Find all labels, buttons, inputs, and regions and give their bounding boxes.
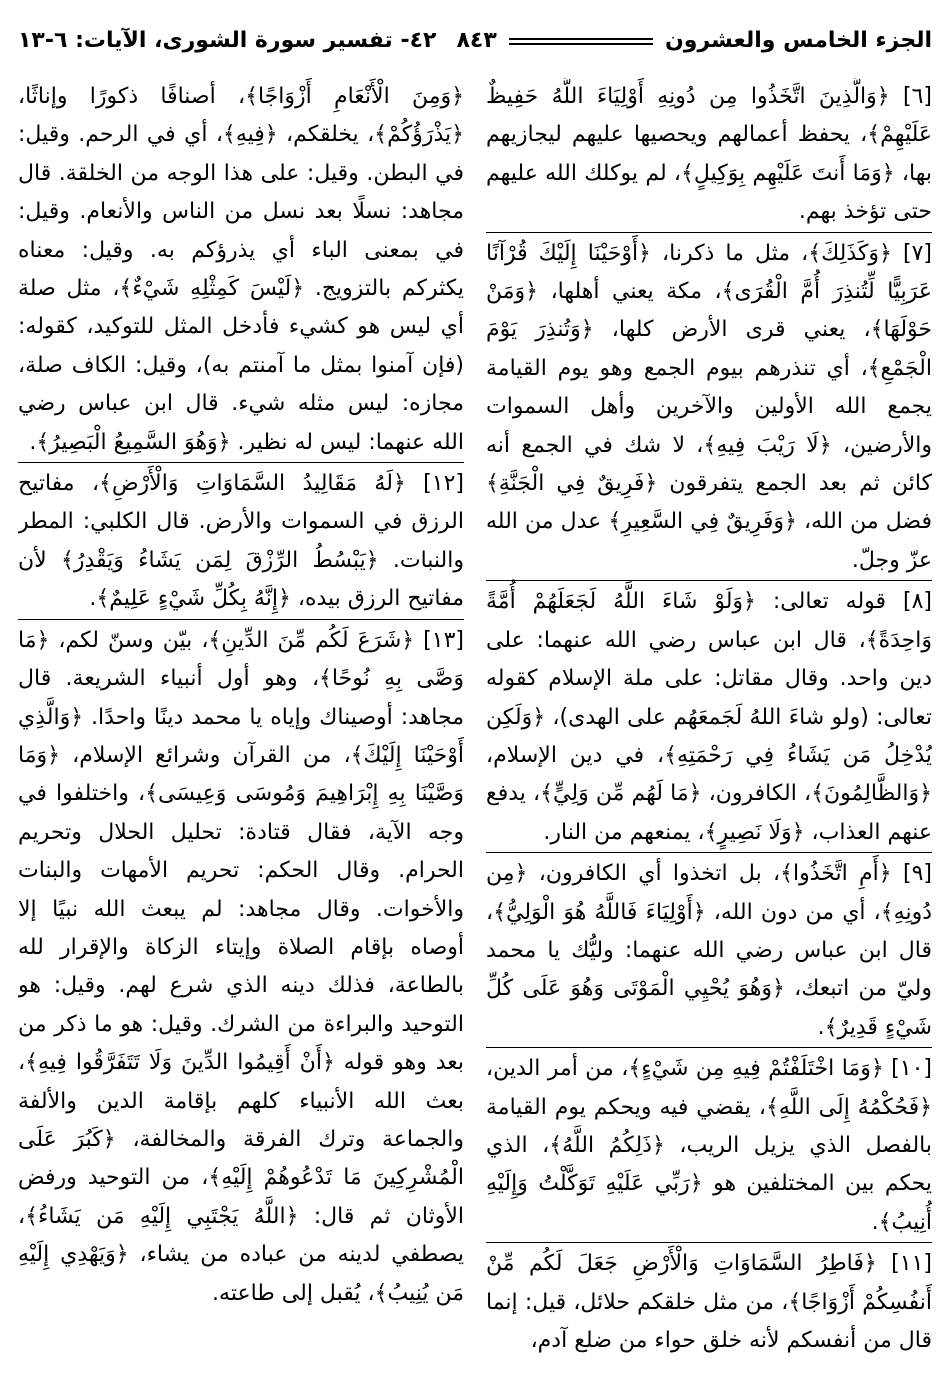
surah-title: ٤٢- تفسير سورة الشورى، الآيات: ٦-١٣ [18,28,437,53]
paragraph-verse-12: [١٢] ﴿لَهُ مَقَالِيدُ السَّمَاوَاتِ وَالْأَرْضِ﴾، مفاتيح الرزق في السموات والأرض. قال الكلبي: المطر والنبات. ﴿يَبْسُطُ الرِّزْقَ لِمَن يَشَاءُ وَيَقْدِرُ﴾ لأن مفاتيح الرزق بيده، ﴿إِنَّهُ بِكُلِّ شَيْءٍ عَلِيمٌ﴾. [18,462,464,619]
paragraph-verse-10: [١٠] ﴿وَمَا اخْتَلَفْتُمْ فِيهِ مِن شَيْءٍ﴾، من أمر الدين، ﴿فَحُكْمُهُ إِلَى اللَّهِ﴾، يقضي فيه ويحكم يوم القيامة بالفصل الذي يزيل الريب، ﴿ذَلِكُمُ اللَّهُ﴾، الذي يحكم بين المختلفين هو ﴿رَبِّي عَلَيْهِ تَوَكَّلْتُ وَإِلَيْهِ أُنِيبُ﴾. [486,1047,932,1242]
left-column [18,78,464,1368]
text-columns [18,78,932,1368]
paragraph-verse-11-continued: ﴿وَمِنَ الْأَنْعَامِ أَزْوَاجًا﴾، أصنافًا ذكورًا وإناثًا، ﴿يَذْرَؤُكُمْ﴾، يخلقكم، ﴿فِيهِ﴾، أي في الرحم. وقيل: في البطن. وقيل: على هذا الوجه من الخلقة. قال مجاهد: نسلًا بعد نسل من الناس والأنعام. وقيل: في بمعنى الباء أي يذرؤكم به. وقيل: معناه يكثركم بالتزويج. ﴿لَيْسَ كَمِثْلِهِ شَيْءٌ﴾، مثل صلة أي ليس هو كشيء فأدخل المثل للتوكيد، كقوله: (فإن آمنوا بمثل ما آمنتم به)، وقيل: الكاف صلة، مجازه: ليس مثله شيء. قال ابن عباس رضي الله عنهما: ليس له نظير. ﴿وَهُوَ السَّمِيعُ الْبَصِيرُ﴾. [18,84,464,455]
header-rule [509,38,653,45]
paragraph-verse-11: [١١] ﴿فَاطِرُ السَّمَاوَاتِ وَالْأَرْضِ جَعَلَ لَكُم مِّنْ أَنفُسِكُمْ أَزْوَاجًا﴾، من مثل خلقكم حلائل، قيل: إنما قال من أنفسكم لأنه خلق حواء من ضلع آدم، [486,1242,932,1360]
page-header [18,18,932,64]
paragraph-verse-8: [٨] قوله تعالى: ﴿وَلَوْ شَاءَ اللَّهُ لَجَعَلَهُمْ أُمَّةً وَاحِدَةً﴾، قال ابن عباس رضي الله عنهما: على دين واحد. وقال مقاتل: على ملة الإسلام كقوله تعالى: (ولو شاءَ اللهُ لَجَمعَهُم على الهدى)، ﴿وَلَكِن يُدْخِلُ مَن يَشَاءُ فِي رَحْمَتِهِ﴾، في دين الإسلام، ﴿وَالظَّالِمُونَ﴾، الكافرون، ﴿مَا لَهُم مِّن وَلِيٍّ﴾، يدفع عنهم العذاب، ﴿وَلَا نَصِيرٍ﴾، يمنعهم من النار. [486,580,932,852]
paragraph-verse-7: [٧] ﴿وَكَذَلِكَ﴾، مثل ما ذكرنا، ﴿أَوْحَيْنَا إِلَيْكَ قُرْآنًا عَرَبِيًّا لِّتُنذِرَ أُمَّ الْقُرَى﴾، مكة يعني أهلها، ﴿وَمَنْ حَوْلَهَا﴾، يعني قرى الأرض كلها، ﴿وَتُنذِرَ يَوْمَ الْجَمْعِ﴾، أي تنذرهم بيوم الجمع وهو يوم القيامة يجمع الله الأولين والآخرين وأهل السموات والأرضين، ﴿لَا رَيْبَ فِيهِ﴾، لا شك في الجمع أنه كائن ثم بعد الجمع يتفرقون ﴿فَرِيقٌ فِي الْجَنَّةِ﴾ فضل من الله، ﴿وَفَرِيقٌ فِي السَّعِيرِ﴾ عدل من الله عزّ وجلّ. [486,232,932,581]
part-title: الجزء الخامس والعشرون [665,28,932,53]
page-number: ٨٤٣ [456,28,497,53]
right-column [486,78,932,1368]
paragraph-verse-9: [٩] ﴿أَمِ اتَّخَذُوا﴾، بل اتخذوا أي الكافرون، ﴿مِن دُونِهِ﴾، أي من دون الله، ﴿أَوْلِيَاءَ فَاللَّهُ هُوَ الْوَلِيُّ﴾، قال ابن عباس رضي الله عنهما: وليُّك يا محمد وليّ من اتبعك، ﴿وَهُوَ يُحْيِي الْمَوْتَى وَهُوَ عَلَى كُلِّ شَيْءٍ قَدِيرٌ﴾. [486,852,932,1047]
paragraph-verse-6: [٦] ﴿وَالَّذِينَ اتَّخَذُوا مِن دُونِهِ أَوْلِيَاءَ اللَّهُ حَفِيظٌ عَلَيْهِمْ﴾، يحفظ أعمالهم ويحصيها عليهم ليجازيهم بها، ﴿وَمَا أَنتَ عَلَيْهِم بِوَكِيلٍ﴾، لم يوكلك الله عليهم حتى تؤخذ بهم. [486,84,932,225]
paragraph-verse-13: [١٣] ﴿شَرَعَ لَكُم مِّنَ الدِّينِ﴾، بيّن وسنّ لكم، ﴿مَا وَصَّى بِهِ نُوحًا﴾، وهو أول أنبياء الشريعة. قال مجاهد: أوصيناك وإياه يا محمد دينًا واحدًا. ﴿وَالَّذِي أَوْحَيْنَا إِلَيْكَ﴾، من القرآن وشرائع الإسلام، ﴿وَمَا وَصَّيْنَا بِهِ إِبْرَاهِيمَ وَمُوسَى وَعِيسَى﴾، واختلفوا في وجه الآية، فقال قتادة: تحليل الحلال وتحريم الحرام. وقال الحكم: تحريم الأمهات والبنات والأخوات. وقال مجاهد: لم يبعث الله نبيًا إلا أوصاه بإقام الصلاة وإيتاء الزكاة والإقرار لله بالطاعة، فذلك دينه الذي شرع لهم. وقيل: هو التوحيد والبراءة من الشرك. وقيل: هو ما ذكر من بعد وهو قوله ﴿أَنْ أَقِيمُوا الدِّينَ وَلَا تَتَفَرَّقُوا فِيهِ﴾، بعث الله الأنبياء كلهم بإقامة الدين والألفة والجماعة وترك الفرقة والمخالفة، ﴿كَبُرَ عَلَى الْمُشْرِكِينَ مَا تَدْعُوهُمْ إِلَيْهِ﴾، من التوحيد ورفض الأوثان ثم قال: ﴿اللَّهُ يَجْتَبِي إِلَيْهِ مَن يَشَاءُ﴾، يصطفي لدينه من عباده من يشاء، ﴿وَيَهْدِي إِلَيْهِ مَن يُنِيبُ﴾، يُقبل إلى طاعته. [18,619,464,1313]
